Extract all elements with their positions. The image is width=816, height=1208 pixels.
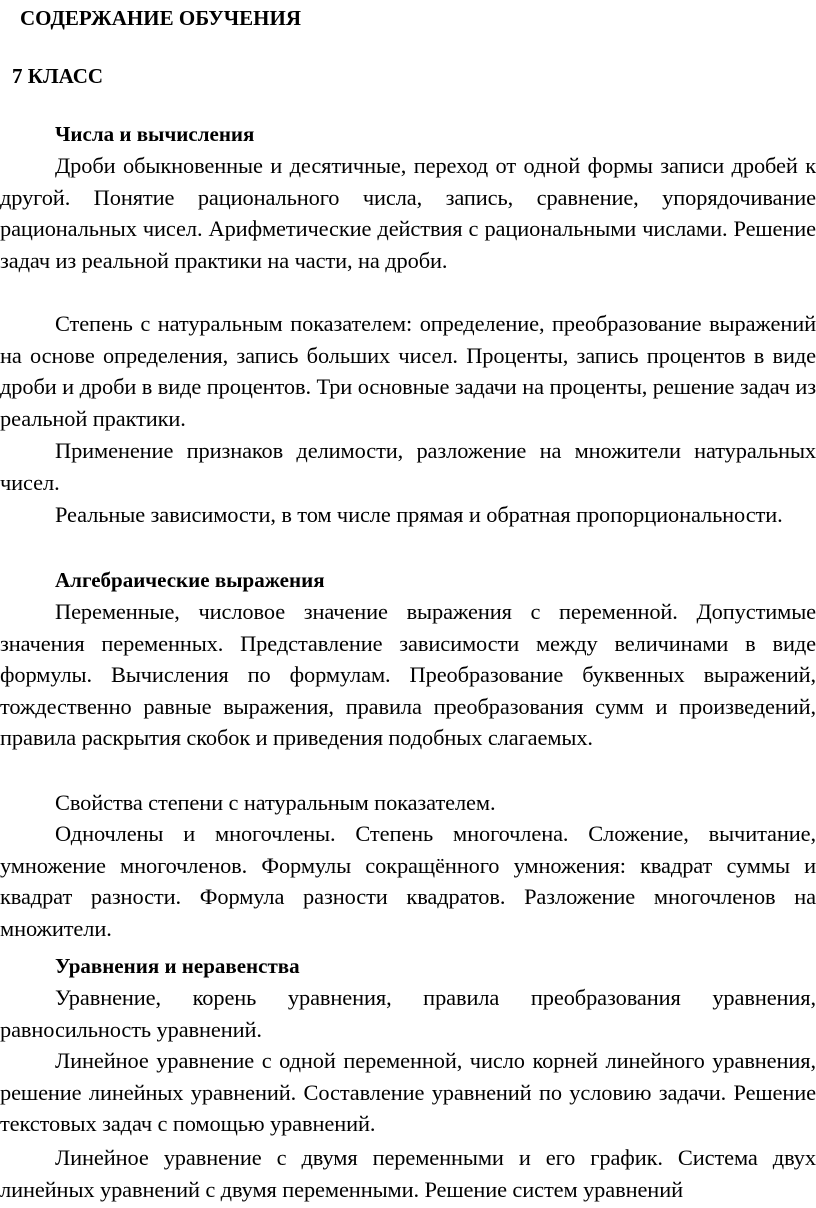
document-title: СОДЕРЖАНИЕ ОБУЧЕНИЯ [20,6,301,30]
paragraph: Применение признаков делимости, разложение на множители натуральных чисел. [0,438,816,495]
paragraph: Свойства степени с натуральным показателем. [55,790,496,815]
paragraph: Переменные, числовое значение выражения с переменной. Допустимые значения переменных. Представление зависимости между величинами в виде формулы. Вычисления по формулам. Преобразование буквенных выражений, тождественно равные выражения, правила преобразования сумм и произведений, правила раскрытия скобок и приведения подобных слагаемых. [0,599,816,751]
paragraph: Реальные зависимости, в том числе прямая и обратная пропорциональности. [55,502,783,527]
section-heading: Алгебраические выражения [55,568,325,592]
paragraph: Уравнение, корень уравнения, правила преобразования уравнения, равносильность уравнений. [0,985,816,1042]
paragraph: Дроби обыкновенные и десятичные, переход от одной формы записи дробей к другой. Понятие рационального числа, запись, сравнение, упорядочивание рациональных чисел. Арифметические действия с рациональными числами. Решение задач из реальной практики на части, на дроби. [0,153,816,273]
paragraph: Линейное уравнение с двумя переменными и его график. Система двух линейных уравнений с двумя переменными. Решение систем уравнений [0,1145,816,1202]
section-heading: Уравнения и неравенства [55,954,300,978]
section-heading: Числа и вычисления [55,122,255,146]
paragraph: Степень с натуральным показателем: определение, преобразование выражений на основе определения, запись больших чисел. Проценты, запись процентов в виде дроби и дроби в виде процентов. Три основные задачи на проценты, решение задач из реальной практики. [0,311,816,431]
grade-heading: 7 КЛАСС [12,64,104,88]
paragraph: Одночлены и многочлены. Степень многочлена. Сложение, вычитание, умножение многочленов. Формулы сокращённого умножения: квадрат суммы и квадрат разности. Формула разности квадратов. Разложение многочленов на множители. [0,821,816,941]
paragraph: Линейное уравнение с одной переменной, число корней линейного уравнения, решение линейных уравнений. Составление уравнений по условию задачи. Решение текстовых задач с помощью уравнений. [0,1048,816,1137]
